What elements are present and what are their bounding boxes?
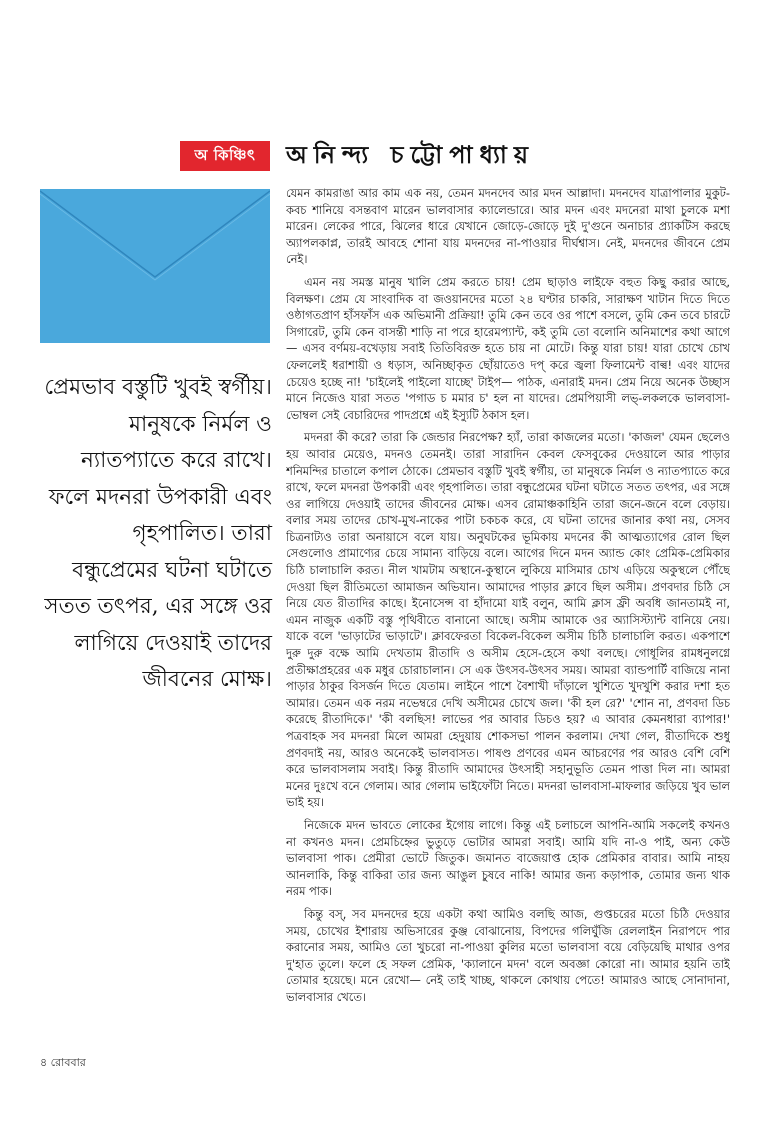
envelope-icon [40, 189, 270, 343]
page-number: ৪ [40, 1056, 48, 1069]
article-paragraph: যেমন কামরাঙা আর কাম এক নয়, তেমন মদনদেব আর মদন আল্লাদা। মদনদেব যাত্রাপালার মুকুট-কবচ শানিয়ে বসন্তবাণ মারেন ভালবাসার ক্যালেন্ডারে। আর মদন এবং মদনেরা মাথা চুলকে মশা মারেন। লেকের পারে, ঝিলের ধারে যেখানে জোড়ে-জোড়ে দুই দু'গুনে অনাচার প্র্যাকটিস করছে অ্যাপলকাপ্ল, তারই আবহে শোনা যায় মদনদের না-পাওয়ার দীর্ঘশ্বাস। নেই, মদনদের জীবনে প্রেম নেই। [286, 186, 730, 267]
article-paragraph: নিজেকে মদন ভাবতে লোকের ইগোয় লাগে। কিন্তু এই চলাচলে আপনি-আমি সকলেই কখনও না কখনও মদন। প্রেমচিহ্নের ভুতুড়ে ভোটার আমরা সবাই। আমি যদি না-ও পাই, অন্য কেউ ভালবাসা পাক। প্রেমীরা ভোটে জিতুক। জমানত বাজেয়াপ্ত হোক প্রেমিকার বাবার। আমি নাহয় আনলাকি, কিন্তু বাকিরা তার জন্য আঙুল চুষবে নাকি! আমার জন্য কড়াপাক, তোমার জন্য থাক নরম পাক। [286, 817, 730, 899]
page-footer [40, 1054, 86, 1073]
publication-name: রোববার [50, 1056, 86, 1069]
author-byline: অনিন্দ্য চট্টোপাধ্যায় [286, 141, 535, 169]
article-body [286, 185, 730, 1065]
article-paragraph: কিন্তু বস্, সব মদনদের হয়ে একটা কথা আমিও বলছি আজ, গুপ্তচরের মতো চিঠি দেওয়ার সময়, চোখের ইশারায় অভিসারের কুঞ্জ বোঝানোয়, বিপদের গলিঘুঁজি রেললাইন নিরাপদে পার করানোর সময়, আমিও তো খুচরো না-পাওয়া কুলির মতো ভালবাসা বয়ে বেড়িয়েছি মাথার ওপর দু'হাত তুলে। ফলে হে সফল প্রেমিক, 'ক্যালানে মদন' বলে অবজ্ঞা কোরো না। আমার হয়নি তাই তোমার হয়েছে। মনে রেখো— নেই তাই খাচ্ছ, থাকলে কোথায় পেতে! আমারও আছে সোনাদানা, ভালবাসার খেতে। [286, 906, 730, 1004]
envelope-body [40, 189, 270, 343]
pull-quote: প্রেমভাব বস্তুটি খুবই স্বর্গীয়। মানুষকে নির্মল ও ন্যাতপ্যাতে করে রাখে। ফলে মদনরা উপকারী এবং গৃহপালিত। তারা বন্ধুপ্রেমের ঘটনা ঘটাতে সতত তৎপর, এর সঙ্গে ওর লাগিয়ে দেওয়াই তাদের জীবনের মোক্ষ। [44, 375, 272, 692]
article-paragraph: এমন নয় সমস্ত মানুষ খালি প্রেম করতে চায়! প্রেম ছাড়াও লাইফে বহুত কিছু করার আছে, বিলক্ষণ। প্রেম যে সাংবাদিক বা জওয়ানদের মতো ২৪ ঘণ্টার চাকরি, সারাক্ষণ খাটান দিতে দিতে ওষ্ঠাগতপ্রাণ হাঁসফাঁস এক অভিমানী প্রক্রিয়া! তুমি কেন তবে ওর পাশে বসলে, তুমি কেন তবে চারটে সিগারেট, তুমি কেন বাসন্তী শাড়ি না পরে হারেমপ্যান্ট, কই তুমি তো বলোনি অনিমাশের কথা আগে— এসব বর্ণময়-বখেড়ায় সবাই তিতিবিরক্ত হতে চায় না মোটে। কিন্তু যারা চায়! যারা চোখে চোখ ফেললেই ধরাশায়ী ও ধড়াস, অনিচ্ছাকৃত ছোঁয়াতেও দপ্ করে জ্বলা ফিলামেন্ট বাল্ব! এবং যাদের চেয়েও হচ্ছে না! 'চাইলেই পাইলো যাচ্ছে' টাইপ— পাঠক, এনারাই মদন। প্রেম নিয়ে অনেক উচ্ছাস মানে নিজেও যারা সতত 'পগাড চ মমার চ' হল না যাদের। প্রেমপিয়াসী লভ্-লকলকে ভালবাসা-ভোম্বল সেই বেচারিদের পাদপ্রশ্নে এই ইস্যুটি ঠকাস হল। [286, 274, 730, 422]
section-tag: অ কিঞ্চিৎ [180, 141, 270, 171]
article-paragraph: মদনরা কী করে? তারা কি জেন্ডার নিরপেক্ষ? হ্যাঁ, তারা কাজলের মতো। 'কাজল' যেমন ছেলেও হয় আবার মেয়েও, মদনও তেমনই। তারা সারাদিন কেবল ফেসবুকের দেওয়ালে আর পাড়ার শনিমন্দির চাতালে কপাল ঠোকে। প্রেমভাব বস্তুটি খুবই স্বর্গীয়, তা মানুষকে নির্মল ও ন্যাতপ্যাতে করে রাখে, ফলে মদনরা উপকারী এবং গৃহপালিত। তারা বন্ধুপ্রেমের ঘটনা ঘটাতে সতত তৎপর, এর সঙ্গে ওর লাগিয়ে দেওয়াই তাদের জীবনের মোক্ষ। এসব রোমাঞ্চকাহিনি তারা জনে-জনে বলে বেড়ায়। বলার সময় তাদের চোখ-মুখ-নাকের পাটা চকচক করে, যে ঘটনা তাদের জানার কথা নয়, সেসব চিত্রনাট্যও তারা অনায়াসে বলে যায়। অনুঘটকের ভূমিকায় মদনের কী আত্মত্যাগের রোল ছিল সেগুলোও প্রামাণ্যের চেয়ে সামান্য বাড়িয়ে বলে। আগের দিনে মদন অ্যান্ড কোং প্রেমিক-প্রেমিকার চিঠি চালাচালি করত। নীল খামটাম অস্থানে-কুস্থানে লুকিয়ে মাসিমার চোখ এড়িয়ে অকুস্থলে পৌঁছে দেওয়া ছিল রীতিমতো আমাজন অভিযান। আমাদের পাড়ার ক্লাবে ছিল অসীম। প্রণবদার চিঠি সে নিয়ে যেত রীতাদির কাছে। ইনোসেন্স বা হাঁদামো যাই বলুন, আমি ক্লাস ফ্রী অবধি জানতামই না, এমন নাজুক একটি বস্তু পৃথিবীতে বানানো আছে। অসীম আমাকে ওর অ্যাসিস্ট্যান্ট বানিয়ে নেয়। যাকে বলে 'ভাড়াটের ভাড়াটে'। ক্লাবফেরতা বিকেল-বিকেল অসীম চিঠি চালাচালি করত। একপাশে দুরু দুরু বক্ষে আমি দেখতাম রীতাদি ও অসীম হেসে-হেসে কথা বলছে। গোধূলির রামধনুলগ্নে প্রতীক্ষাপ্রহরের এক মধুর চোরাচালান। সে এক উৎসব-উৎসব সময়। আমরা ব্যান্ডপার্টি বাজিয়ে নানা পাড়ার ঠাকুর বিসর্জন দিতে যেতাম। লাইনে পাশে বৈশাখী দাঁড়ালে খুশিতে খুদখুশি করার দশা হত আমার। তেমন এক নরম নভেম্বরে দেখি অসীমের চোখে জল। 'কী হল রে?' 'শোন না, প্রণবদা ডিচ করেছে রীতাদিকে।' 'কী বলছিস! লাভের পর আবার ডিচও হয়? এ আবার কেমনধারা ব্যাপার!' পত্রবাহক সব মদনরা মিলে আমরা হেদুয়ায় শোকসভা পালন করলাম। দেখা গেল, রীতাদিকে শুধু প্রণবদাই নয়, আরও অনেকেই ভালবাসত। পাষণ্ড প্রণবের এমন আচরণের পর আরও বেশি বেশি করে ভালবাসলাম সবাই। কিন্তু রীতাদি আমাদের উৎসাহী সহানুভূতি তেমন পাত্তা দিল না। আমরা মনের দুঃখে বনে গেলাম। আর গেলাম ভাইফোঁটা নিতে। মদনরা ভালবাসা-মাফলার জড়িয়ে খুব ভাল ভাই হয়। [286, 430, 730, 810]
